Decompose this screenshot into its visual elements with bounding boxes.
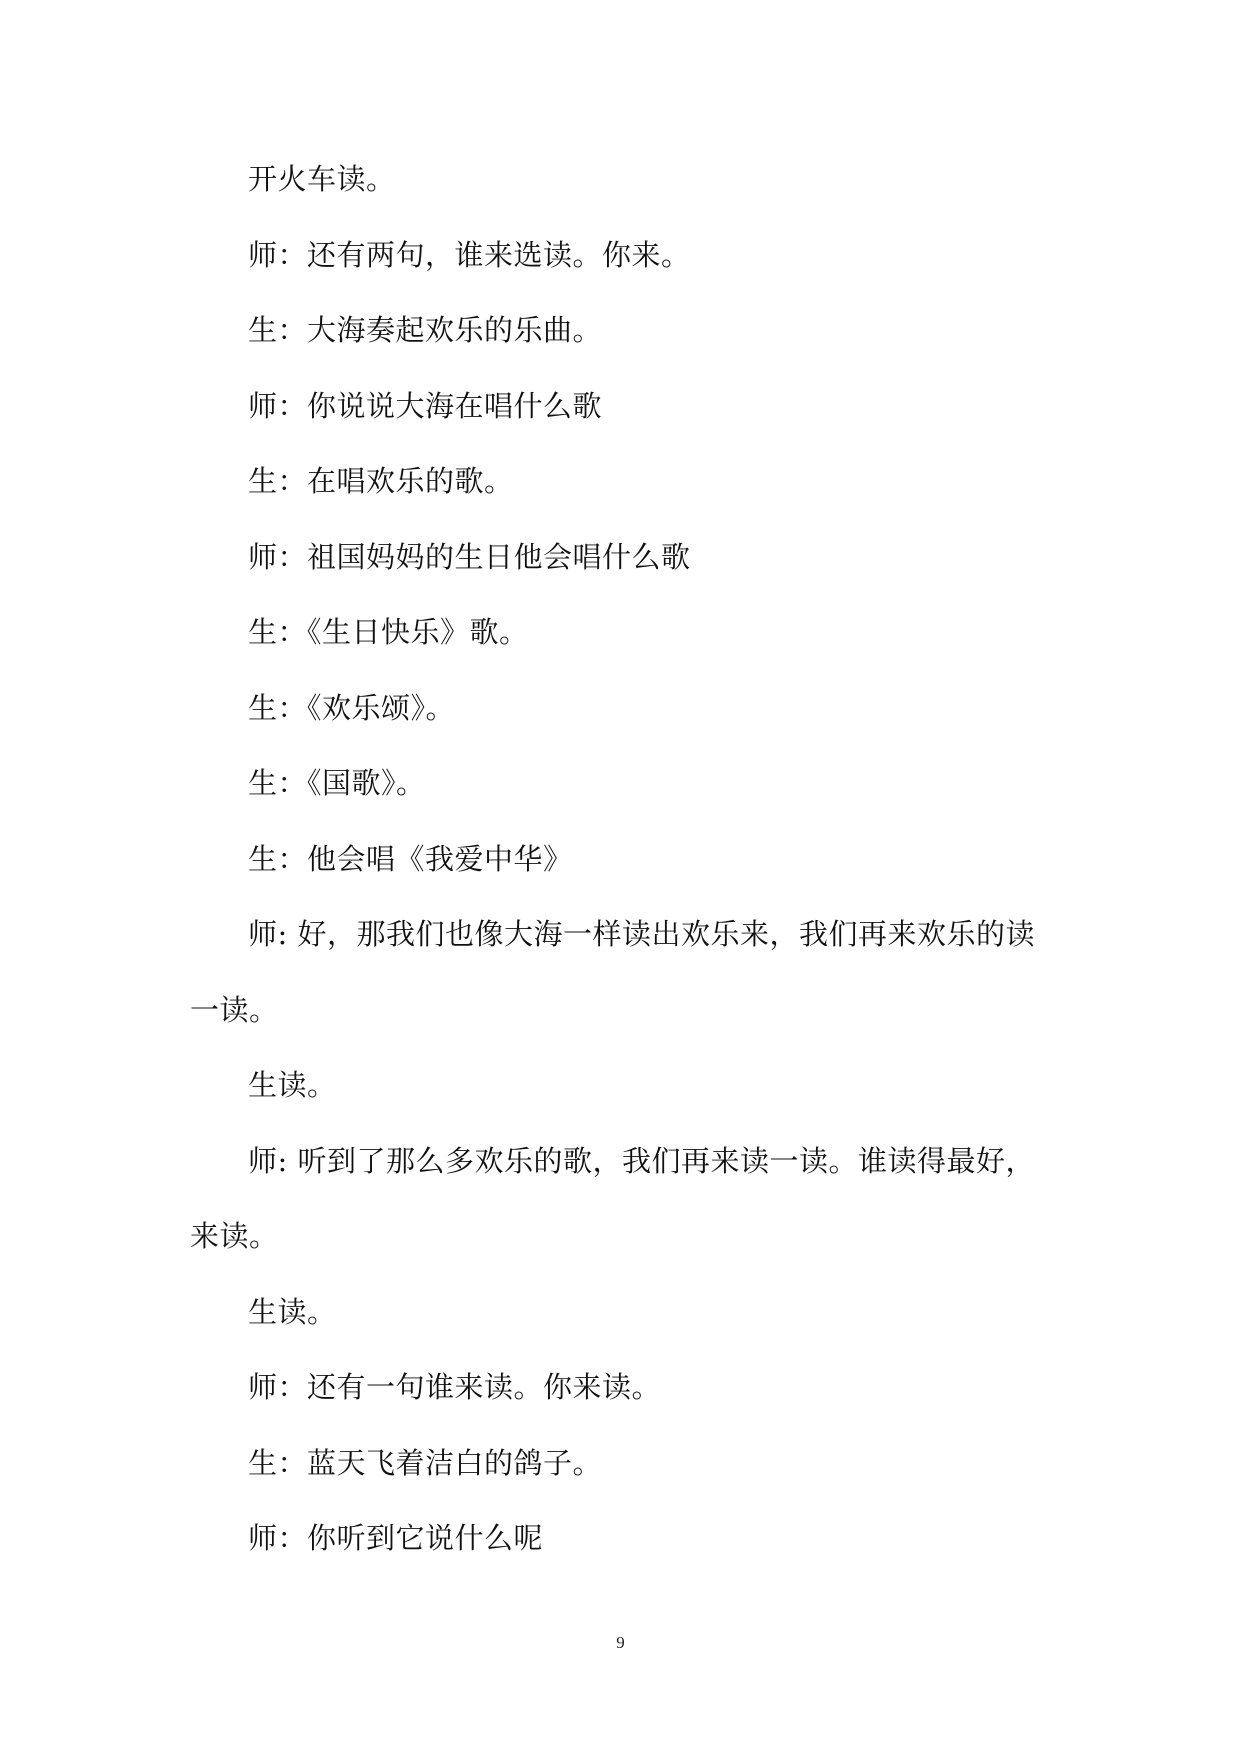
- page-number: 9: [616, 1633, 625, 1652]
- paragraph: 师：还有一句谁来读。你来读。: [248, 1370, 662, 1404]
- paragraph: 生：他会唱《我爱中华》: [248, 841, 573, 876]
- paragraph: 生：《生日快乐》歌。: [248, 615, 529, 649]
- paragraph: 生：大海奏起欢乐的乐曲。: [248, 313, 603, 347]
- paragraph: 开火车读。: [248, 162, 396, 196]
- paragraph: 师: 听到了那么多欢乐的歌，我们再来读一读。谁读得最好，来读。: [190, 1143, 1035, 1253]
- paragraph: 师：还有两句，谁来选读。你来。: [248, 237, 691, 272]
- paragraph: 师: 好，那我们也像大海一样读出欢乐来，我们再来欢乐的读一读。: [190, 917, 1035, 1027]
- paragraph: 生：《欢乐颂》。: [248, 690, 456, 725]
- paragraph: 师：你听到它说什么呢: [248, 1521, 544, 1555]
- paragraph: 师：你说说大海在唱什么歌: [248, 388, 603, 423]
- document-body: [190, 142, 1060, 1577]
- paragraph: 生：在唱欢乐的歌。: [248, 464, 514, 498]
- paragraph: 生：蓝天飞着洁白的鸽子。: [248, 1445, 603, 1480]
- paragraph: 师：祖国妈妈的生日他会唱什么歌: [248, 539, 691, 574]
- paragraph: 生：《国歌》。: [248, 766, 426, 800]
- paragraph: 生读。: [248, 1068, 337, 1102]
- paragraph: 生读。: [248, 1294, 337, 1329]
